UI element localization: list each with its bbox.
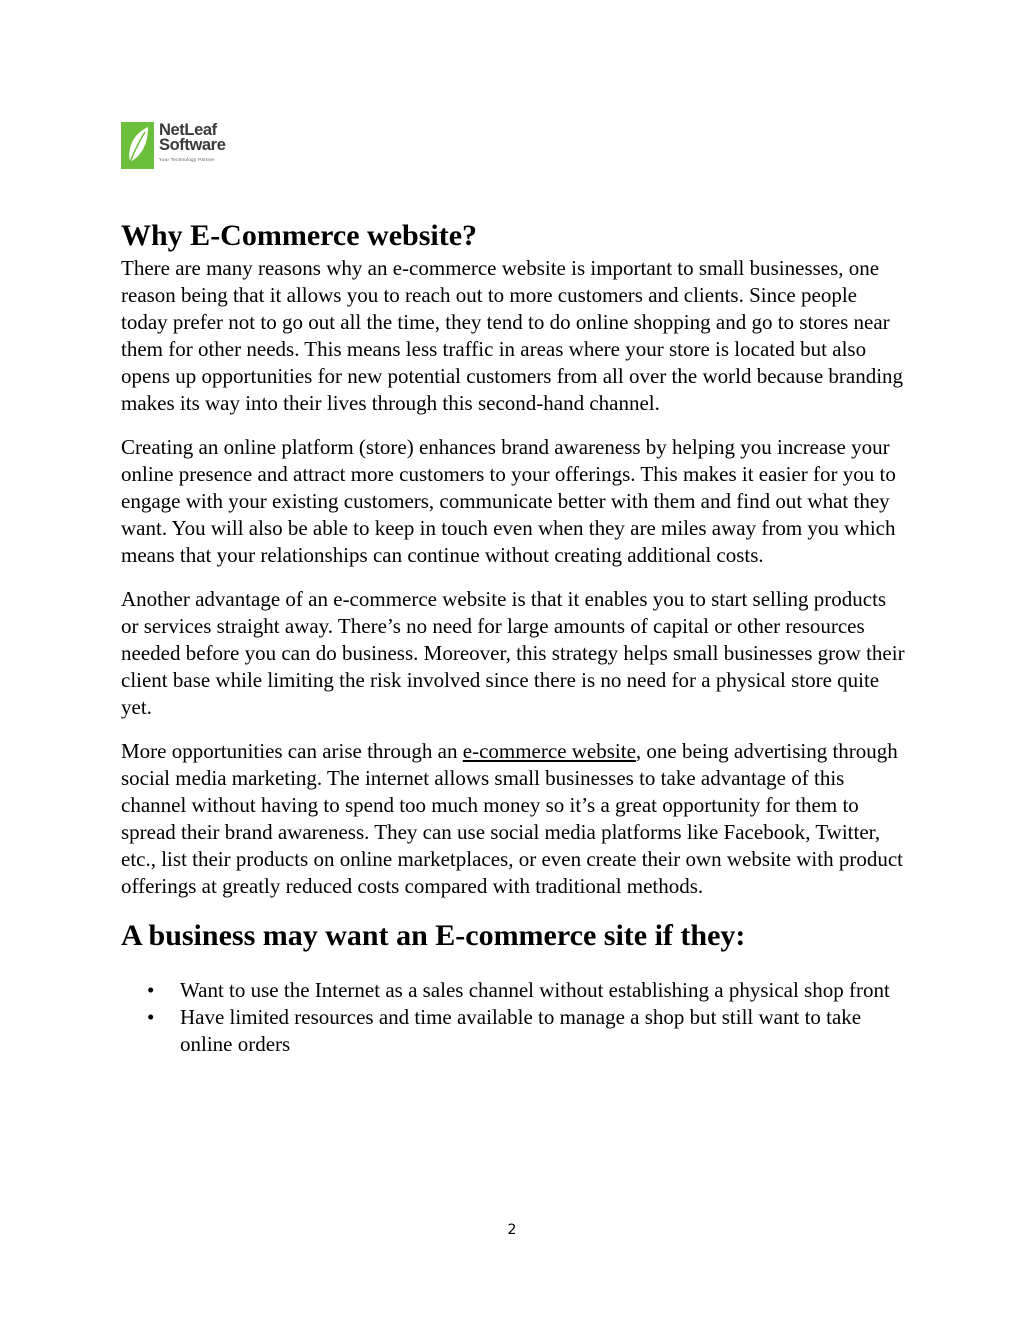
bullet-icon: • <box>147 1005 155 1029</box>
logo-name-line2: Software <box>159 136 226 154</box>
bullet-icon: • <box>147 978 155 1002</box>
list-item-text: Want to use the Internet as a sales channel without establishing a physical shop front <box>180 978 890 1002</box>
paragraph-4 <box>121 738 907 900</box>
page-number: 2 <box>507 1222 517 1238</box>
logo-wordmark <box>159 123 225 153</box>
section-heading-business-may-want: A business may want an E-commerce site if they: <box>121 919 746 952</box>
paragraph-4-text-after: , one being advertising through social media marketing. The internet allows small businesses to take advantage of this channel without having to spend too much money so it’s a great opportunity for them to spread their brand awareness. They can use social media platforms like Facebook, Twitter, etc., list their products on online marketplaces, or even create their own website with product offerings at greatly reduced costs compared with traditional methods. <box>121 739 903 898</box>
leaf-logo-icon <box>121 122 154 169</box>
list-item <box>147 977 907 1004</box>
logo-name-line1: NetLeaf <box>159 121 217 139</box>
logo-tagline: Your Technology Partner <box>159 157 215 162</box>
ecommerce-website-link[interactable]: e-commerce website <box>462 739 636 763</box>
paragraph-2: Creating an online platform (store) enhances brand awareness by helping you increase your online presence and attract more customers to your offerings. This makes it easier for you to engage with your existing customers, communicate better with them and find out what they want. You will also be able to keep in touch even when they are miles away from you which means that your relationships can continue without creating additional costs. <box>121 435 896 567</box>
paragraph-3: Another advantage of an e-commerce website is that it enables you to start selling products or services straight away. There’s no need for large amounts of capital or other resources needed before you can do business. Moreover, this strategy helps small businesses grow their client base while limiting the risk involved since there is no need for a physical store quite yet. <box>121 587 905 719</box>
section-heading-why-ecommerce: Why E-Commerce website? <box>121 219 478 252</box>
paragraph-4-text-before: More opportunities can arise through an <box>121 739 463 763</box>
document-body <box>121 218 907 1058</box>
netleaf-logo <box>121 120 261 172</box>
paragraph-1: There are many reasons why an e-commerce website is important to small businesses, one reason being that it allows you to reach out to more customers and clients. Since people today prefer not to go out all the time, they tend to do online shopping and go to stores near them for other needs. This means less traffic in areas where your store is located but also opens up opportunities for new potential customers from all over the world because branding makes its way into their lives through this second-hand channel. <box>121 256 904 415</box>
list-item-text: Have limited resources and time available to manage a shop but still want to take online orders <box>180 1005 862 1056</box>
list-item <box>147 1004 907 1058</box>
reasons-bullet-list <box>121 977 907 1058</box>
